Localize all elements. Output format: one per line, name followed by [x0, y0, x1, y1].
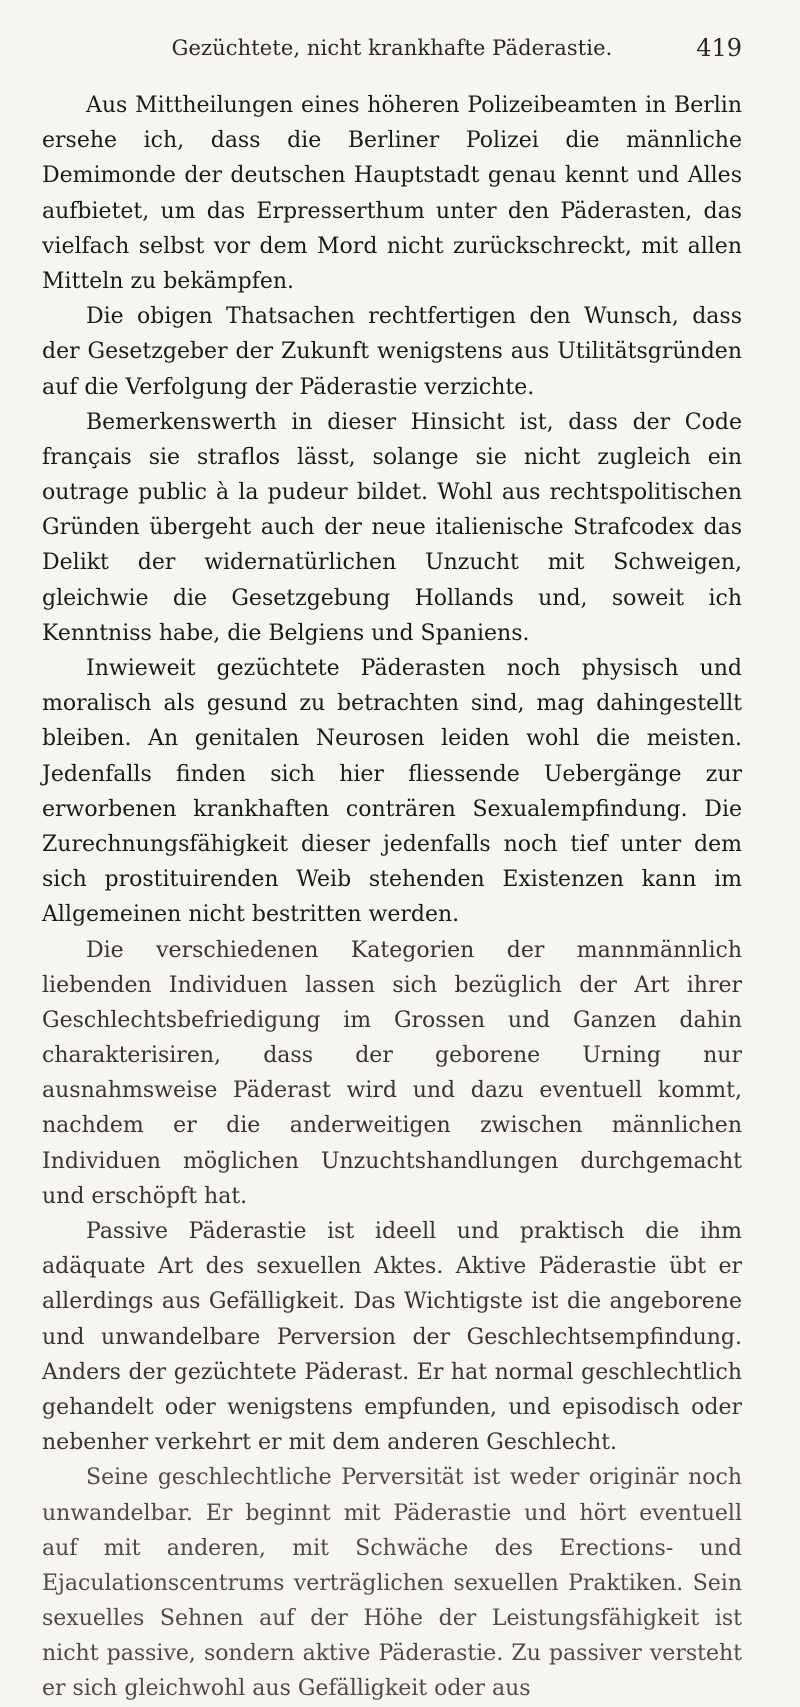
paragraph-2: Die obigen Thatsachen rechtfertigen den Wunsch, dass der Gesetzgeber der Zukunft wenigstens aus Utilitätsgründen auf die Verfolgung der Päderastie verzichte.: [42, 304, 742, 400]
body-text: [42, 88, 742, 1707]
paragraph-1: Aus Mittheilungen eines höheren Polizeibeamten in Berlin ersehe ich, dass die Berliner Polizei die männliche Demimonde der deutschen Hauptstadt genau kennt und Alles aufbietet, um das Erpresserthum unter den Päderasten, das vielfach selbst vor dem Mord nicht zurückschreckt, mit allen Mitteln zu bekämpfen.: [42, 93, 742, 294]
running-title: Gezüchtete, nicht krankhafte Päderastie.: [171, 36, 613, 60]
paragraph-7: Seine geschlechtliche Perversität ist weder originär noch unwandelbar. Er beginnt mit Päderastie und hört eventuell auf mit anderen, mit Schwäche des Erections- und Ejaculationscentrums verträglichen sexuellen Praktiken. Sein sexuelles Sehnen auf der Höhe der Leistungsfähigkeit ist nicht passive, sondern aktive Päderastie. Zu passiver versteht er sich gleichwohl aus Gefälligkeit oder aus: [42, 1465, 742, 1702]
page-number: 419: [696, 34, 742, 62]
book-page: [42, 34, 742, 1702]
running-head: [42, 36, 742, 82]
paragraph-5: Die verschiedenen Kategorien der mannmännlich liebenden Individuen lassen sich bezüglich der Art ihrer Geschlechtsbefriedigung im Grossen und Ganzen dahin charakterisiren, dass der geborene Urning nur ausnahmsweise Päderast wird und dazu eventuell kommt, nachdem er die anderweitigen zwischen männlichen Individuen möglichen Unzuchtshandlungen durchgemacht und erschöpft hat.: [42, 937, 742, 1209]
paragraph-3: Bemerkenswerth in dieser Hinsicht ist, dass der Code français sie straflos lässt, solange sie nicht zugleich ein outrage public à la pudeur bildet. Wohl aus rechtspolitischen Gründen übergeht auch der neue italienische Strafcodex das Delikt der widernatürlichen Unzucht mit Schweigen, gleichwie die Gesetzgebung Hollands und, soweit ich Kenntniss habe, die Belgiens und Spaniens.: [42, 409, 742, 646]
paragraph-6: Passive Päderastie ist ideell und praktisch die ihm adäquate Art des sexuellen Aktes. Aktive Päderastie übt er allerdings aus Gefälligkeit. Das Wichtigste ist die angeborene und unwandelbare Perversion der Geschlechtsempfindung. Anders der gezüchtete Päderast. Er hat normal geschlechtlich gehandelt oder wenigstens empfunden, und episodisch oder nebenher verkehrt er mit dem anderen Geschlecht.: [42, 1219, 742, 1456]
paragraph-4: Inwieweit gezüchtete Päderasten noch physisch und moralisch als gesund zu betrachten sind, mag dahingestellt bleiben. An genitalen Neurosen leiden wohl die meisten. Jedenfalls finden sich hier fliessende Uebergänge zur erworbenen krankhaften conträren Sexualempfindung. Die Zurechnungsfähigkeit dieser jedenfalls noch tief unter dem sich prostituirenden Weib stehenden Existenzen kann im Allgemeinen nicht bestritten werden.: [42, 656, 742, 928]
